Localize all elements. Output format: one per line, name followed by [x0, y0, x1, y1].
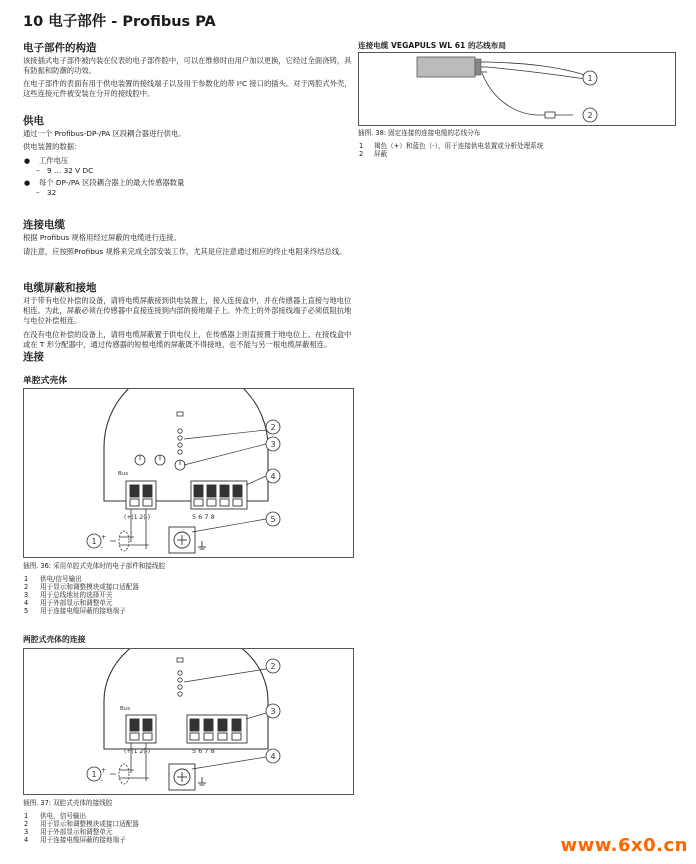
dash-icon: – [36, 188, 40, 197]
callout-1: 1 [91, 537, 97, 546]
legend-text: 供电，信号输出 [40, 812, 87, 820]
legend-number: 4 [24, 836, 29, 844]
supply-item-sensors-value: 32 [47, 188, 57, 197]
legend-text: 用于外部显示和调整单元 [40, 828, 113, 836]
figure-37-caption: 插图. 37: 双腔式壳体的接线腔 [23, 799, 113, 807]
heading-single-chamber: 单腔式壳体 [23, 376, 67, 386]
legend-text: 用于显示和调整模块或接口适配器 [40, 820, 139, 828]
heading-supply: 供电 [23, 115, 44, 127]
terminal-right-label: 5 6 7 8 [192, 513, 215, 521]
callout-2: 2 [270, 662, 276, 671]
callout-4: 4 [270, 472, 276, 481]
supply-item-sensors: 每个 DP-/PA 区段耦合器上的最大传感器数量 [39, 178, 185, 187]
paragraph-structure-2: 在电子部件的表面有用于供电装置的接线端子以及用于参数化的带 I²C 接口的插头。对于两腔式外壳，这些连接元件被安装在分开的接线腔中。 [23, 79, 352, 98]
paragraph-supply-1: 通过一个 Profibus-DP-/PA 区段耦合器进行供电。 [23, 129, 186, 138]
figure-single-chamber [23, 388, 354, 558]
legend-text: 用于连接电缆屏蔽的接地端子 [40, 836, 126, 844]
bus-label: Bus [118, 471, 129, 477]
chapter-title: 10 电子部件 - Profibus PA [23, 14, 216, 30]
legend-number: 5 [24, 607, 29, 615]
figure-38-caption: 插图. 38: 固定连接的连接电缆的芯线分布 [358, 129, 481, 137]
callout-3: 3 [270, 440, 276, 449]
callout-2: 2 [270, 423, 276, 432]
legend-text: 供电/信号输出 [40, 575, 82, 583]
wiring-diagram-single [24, 389, 353, 557]
supply-item-voltage-value: 9 … 32 V DC [47, 166, 94, 175]
legend-number: 2 [24, 820, 29, 828]
heading-shield: 电缆屏蔽和接地 [23, 282, 97, 294]
cable-core-diagram [359, 53, 675, 125]
callout-2: 2 [587, 111, 593, 120]
callout-3: 3 [270, 707, 276, 716]
legend-number: 3 [24, 828, 29, 836]
bullet-icon: ● [24, 179, 31, 187]
legend-text: 褐色（+）和蓝色（-），用于连接供电装置或分析处理系统 [374, 142, 544, 150]
legend-number: 2 [359, 150, 364, 158]
supply-item-voltage: 工作电压 [39, 156, 69, 165]
legend-number: 2 [24, 583, 29, 591]
plus-sign: + [101, 766, 107, 774]
legend-text: 用于连接电缆屏蔽的接地端子 [40, 607, 126, 615]
paragraph-shield-2: 在没有电位补偿的设备上，请将电缆屏蔽置于供电仪上，在传感器上则直接置于地电位上。在接线盒中或在 T 形分配器中，通过传感器的短根电缆的屏蔽既不得接地，也不能与另一根电缆屏蔽相连。 [23, 330, 352, 349]
bus-label: Bus [120, 706, 131, 712]
paragraph-supply-2: 供电装置的数据： [23, 142, 82, 151]
heading-cable: 连接电缆 [23, 219, 65, 231]
legend-number: 3 [24, 591, 29, 599]
bullet-icon: ● [24, 157, 31, 165]
legend-number: 1 [24, 812, 29, 820]
minus-sign: - [101, 543, 104, 551]
callout-4: 4 [270, 752, 276, 761]
callout-5: 5 [270, 515, 276, 524]
legend-number: 1 [24, 575, 29, 583]
wiring-diagram-double [24, 649, 353, 794]
heading-double-chamber: 两腔式壳体的连接 [23, 635, 86, 644]
plus-sign: + [101, 533, 107, 541]
callout-1: 1 [587, 74, 593, 83]
heading-structure: 电子部件的构造 [23, 42, 97, 54]
watermark-logo: www.6x0.cn [560, 835, 688, 856]
minus-sign: - [101, 776, 104, 784]
terminal-left-label: (+)1 2(-) [124, 748, 151, 755]
paragraph-cable-2: 请注意，应按照Profibus 规格来完成全部安装工作，尤其是应注意通过相应的终止电阻来终结总线。 [23, 247, 347, 256]
legend-text: 用于显示和调整模块或接口适配器 [40, 583, 139, 591]
dash-icon: – [36, 166, 40, 175]
paragraph-structure-1: 该接插式电子部件被内装在仪表的电子部件腔中，可以在维修时由用户加以更换，它经过全面浇铸，具有防振和防潮的功效。 [23, 56, 352, 75]
paragraph-shield-1: 对于带有电位补偿的设备，请将电缆屏蔽接到供电装置上，接入连接盒中，并在传感器上直接与地电位相连。为此，屏蔽必须在传感器中直接连接到内部的接地端子上。外壳上的外部接线端子必须低阻抗地与电位补偿相连。 [23, 296, 352, 325]
figure-36-caption: 插图. 36: 采用单腔式壳体时的电子部件和接线腔 [23, 562, 166, 570]
legend-text: 屏蔽 [374, 150, 388, 158]
legend-number: 4 [24, 599, 29, 607]
terminal-right-label: 5 6 7 8 [192, 747, 215, 755]
legend-text: 用于外部显示和调整单元 [40, 599, 113, 607]
heading-connection: 连接 [23, 351, 44, 363]
terminal-left-label: (+)1 2(-) [124, 514, 151, 521]
legend-number: 1 [359, 142, 364, 150]
figure-double-chamber [23, 648, 354, 795]
paragraph-cable-1: 根据 Profibus 规格用经过屏蔽的电缆进行连接。 [23, 233, 181, 242]
heading-cable-layout: 连接电缆 VEGAPULS WL 61 的芯线布局 [358, 41, 506, 50]
legend-text: 用于总线地址的选择开关 [40, 591, 113, 599]
figure-cable-cores [358, 52, 676, 126]
callout-1: 1 [91, 770, 97, 779]
